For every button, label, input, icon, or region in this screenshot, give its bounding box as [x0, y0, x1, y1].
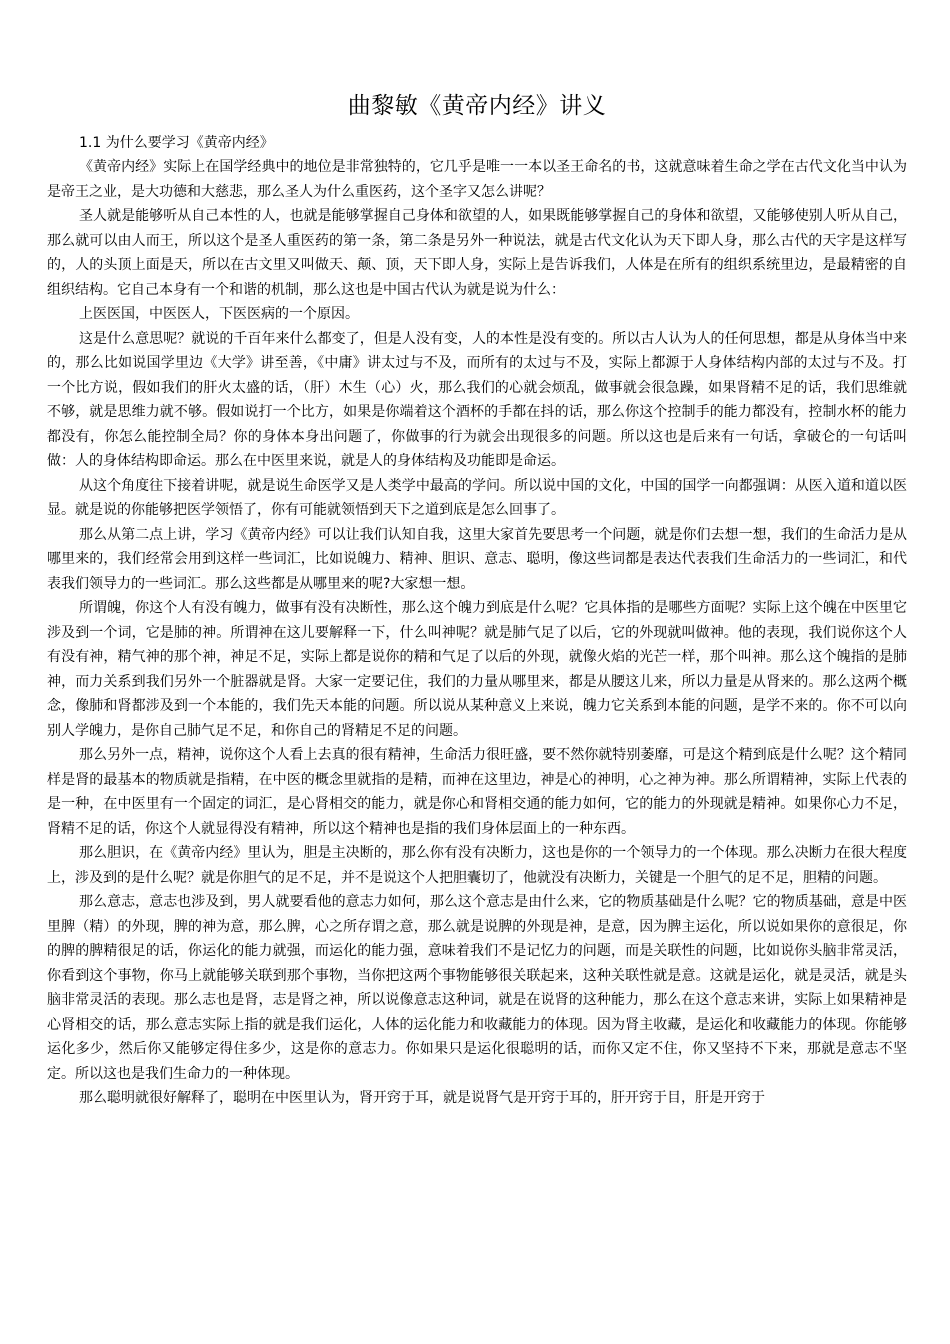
paragraph-5: 从这个角度往下接着讲呢，就是说生命医学又是人类学中最高的学问。所以说中国的文化，中国的国学一向都强调：从医入道和道以医显。就是说的你能够把医学领悟了，你有可能就领悟到天下之道到底是怎么回事了。 — [47, 477, 907, 518]
section-heading: 1.1 为什么要学习《黄帝内经》 — [79, 135, 274, 151]
paragraph-11: 那么聪明就很好解释了，聪明在中医里认为，肾开窍于耳，就是说肾气是开窍于耳的，肝开窍于目，肝是开窍于 — [79, 1090, 765, 1106]
paragraph-10: 那么意志，意志也涉及到，男人就要看他的意志力如何，那么这个意志是由什么来，它的物质基础是什么呢？它的物质基础，意是中医里脾（精）的外现，脾的神为意，那么脾，心之所存谓之意，那么就是说脾的外现是神，是意，因为脾主运化，所以说如果你的意很足，你的脾的脾精很足的话，你运化的能力就强，而运化的能力强，意味着我们不是记忆力的问题，而是关联性的问题，比如说你头脑非常灵活，你看到这个事物，你马上就能够关联到那个事物，当你把这两个事物能够很关联起来，这种关联性就是意。这就是运化，就是灵活，就是头脑非常灵活的表现。那么志也是肾，志是肾之神，所以说像意志这种词，就是在说肾的这种能力，那么在这个意志来讲，实际上如果精神是心肾相交的话，那么意志实际上指的就是我们运化，人体的运化能力和收藏能力的体现。因为肾主收藏，是运化和收藏能力的体现。你能够运化多少，然后你又能够定得住多少，这是你的意志力。你如果只是运化很聪明的话，而你又定不住，你又坚持不下来，那就是意志不坚定。所以这也是我们生命力的一种体现。 — [47, 894, 907, 1082]
document-title: 曲黎敏《黄帝内经》讲义 — [347, 93, 607, 119]
paragraph-2: 圣人就是能够听从自己本性的人，也就是能够掌握自己身体和欲望的人，如果既能够掌握自己的身体和欲望，又能够使别人听从自己，那么就可以由人而王，所以这个是圣人重医药的第一条，第二条是另外一种说法，就是古代文化认为天下即人身，那么古代的天字是这样写的，人的头顶上面是天，所以在古文里又叫做天、颠、顶，天下即人身，实际上是告诉我们，人体是在所有的组织系统里边，是最精密的自组织结构。它自己本身有一个和谐的机制，那么这也是中国古代认为就是说为什么： — [47, 208, 907, 298]
paragraph-3: 上医医国，中医医人，下医医病的一个原因。 — [79, 306, 359, 322]
paragraph-1: 《黄帝内经》实际上在国学经典中的地位是非常独特的，它几乎是唯一一本以圣王命名的书，这就意味着生命之学在古代文化当中认为是帝王之业，是大功德和大慈悲，那么圣人为什么重医药，这个圣字又怎么讲呢？ — [47, 159, 907, 200]
paragraph-8: 那么另外一点，精神，说你这个人看上去真的很有精神，生命活力很旺盛，要不然你就特别萎靡，可是这个精到底是什么呢？这个精同样是肾的最基本的物质就是指精，在中医的概念里就指的是精，而神在这里边，神是心的神明，心之神为神。那么所谓精神，实际上代表的是一种，在中医里有一个固定的词汇，是心肾相交的能力，就是你心和肾相交通的能力如何，它的能力的外现就是精神。如果你心力不足，肾精不足的话，你这个人就显得没有精神，所以这个精神也是指的我们身体层面上的一种东西。 — [47, 747, 907, 837]
paragraph-7: 所谓魄，你这个人有没有魄力，做事有没有决断性，那么这个魄力到底是什么呢？它具体指的是哪些方面呢？实际上这个魄在中医里它涉及到一个词，它是肺的神。所谓神在这儿要解释一下，什么叫神呢？就是肺气足了以后，它的外现就叫做神。他的表现，我们说你这个人有没有神，精气神的那个神，神足不足，实际上都是说你的精和气足了以后的外现，就像火焰的光芒一样，那个叫神。那么这个魄指的是肺神，而力关系到我们另外一个脏器就是肾。大家一定要记住，我们的力量从哪里来，都是从腰这儿来，所以力量是从肾来的。那么这两个概念，像肺和肾都涉及到一个本能的，我们先天本能的问题。所以说从某种意义上来说，魄力它关系到本能的问题，是学不来的。你不可以向别人学魄力，是你自己肺气足不足，和你自己的肾精足不足的问题。 — [47, 600, 907, 739]
document-page — [47, 88, 907, 1111]
paragraph-4: 这是什么意思呢？就说的千百年来什么都变了，但是人没有变，人的本性是没有变的。所以古人认为人的任何思想，都是从身体当中来的，那么比如说国学里边《大学》讲至善，《中庸》讲太过与不及，而所有的太过与不及，实际上都源于人身体结构内部的太过与不及。打一个比方说，假如我们的肝火太盛的话，（肝）木生（心）火，那么我们的心就会烦乱，做事就会很急躁，如果肾精不足的话，我们思维就不够，就是思维力就不够。假如说打一个比方，如果是你端着这个酒杯的手都在抖的话，那么你这个控制手的能力都没有，控制水杯的能力都没有，你怎么能控制全局？你的身体本身出问题了，你做事的行为就会出现很多的问题。所以这也是后来有一句话，拿破仑的一句话叫做：人的身体结构即命运。那么在中医里来说，就是人的身体结构及功能即是命运。 — [47, 330, 907, 469]
paragraph-9: 那么胆识，在《黄帝内经》里认为，胆是主决断的，那么你有没有决断力，这也是你的一个领导力的一个体现。那么决断力在很大程度上，涉及到的是什么呢？就是你胆气的足不足，并不是说这个人把胆囊切了，他就没有决断力，关键是一个胆气的足不足，胆精的问题。 — [47, 845, 907, 886]
paragraph-6: 那么从第二点上讲，学习《黄帝内经》可以让我们认知自我，这里大家首先要思考一个问题，就是你们去想一想，我们的生命活力是从哪里来的，我们经常会用到这样一些词汇，比如说魄力、精神、胆识、意志、聪明，像这些词都是表达代表我们生命活力的一些词汇，和代表我们领导力的一些词汇。那么这些都是从哪里来的呢?大家想一想。 — [47, 526, 907, 592]
